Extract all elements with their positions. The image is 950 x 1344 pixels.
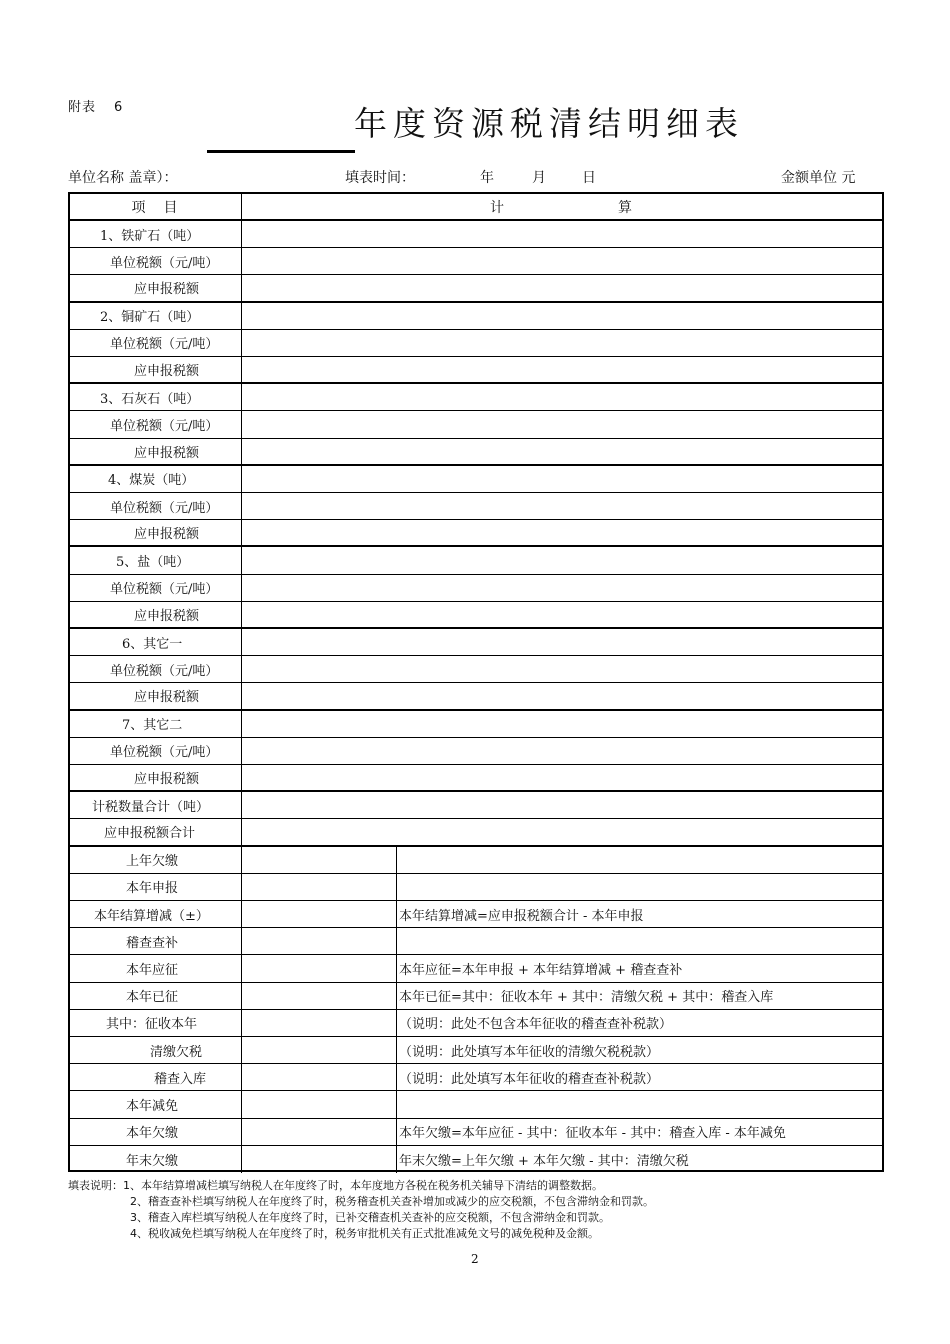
row-label: 本年申报 xyxy=(70,874,242,900)
table-row xyxy=(70,248,882,275)
calc-cell[interactable] xyxy=(242,575,882,601)
calc-cell[interactable] xyxy=(242,711,882,737)
calc-cell[interactable] xyxy=(242,466,882,492)
table-row xyxy=(70,520,882,547)
amount-cell[interactable] xyxy=(242,1091,397,1117)
calc-cell[interactable] xyxy=(242,493,882,519)
table-row xyxy=(70,765,882,792)
row-label: 单位税额（元/吨） xyxy=(70,493,242,519)
calc-cell[interactable] xyxy=(242,602,882,627)
amount-cell[interactable] xyxy=(242,847,397,873)
amount-cell[interactable] xyxy=(242,983,397,1009)
column-header-calc xyxy=(242,194,882,219)
page-number: 2 xyxy=(471,1252,479,1266)
table-row xyxy=(70,1146,882,1173)
table-row xyxy=(70,847,882,874)
formula-note xyxy=(397,1091,882,1117)
table-row xyxy=(70,1119,882,1146)
formula-note xyxy=(397,928,882,954)
column-header-calc-2: 算 xyxy=(618,199,632,216)
formula-note xyxy=(397,874,882,900)
row-label: 应申报税额 xyxy=(70,439,242,464)
attachment-tag xyxy=(68,96,123,115)
table-row xyxy=(70,357,882,384)
table-row xyxy=(70,819,882,846)
calc-cell[interactable] xyxy=(242,357,882,382)
attachment-label: 附表 xyxy=(68,100,97,115)
table-row xyxy=(70,330,882,357)
calc-cell[interactable] xyxy=(242,547,882,573)
calc-cell[interactable] xyxy=(242,520,882,545)
table-row xyxy=(70,275,882,302)
table-row xyxy=(70,629,882,656)
calc-cell[interactable] xyxy=(242,819,882,844)
day-label: 日 xyxy=(582,170,596,186)
calc-cell[interactable] xyxy=(242,248,882,274)
calc-cell[interactable] xyxy=(242,656,882,682)
formula-note: （说明：此处不包含本年征收的稽查查补税款） xyxy=(399,1017,673,1033)
row-label: 其中：征收本年 xyxy=(70,1010,242,1036)
table-header-row xyxy=(70,194,882,221)
attachment-number: 6 xyxy=(114,100,124,115)
amount-cell[interactable] xyxy=(242,874,397,900)
row-label: 单位税额（元/吨） xyxy=(70,330,242,356)
formula-note: 本年已征=其中：征收本年 + 其中：清缴欠税 + 其中：稽查入库 xyxy=(399,990,774,1006)
formula-note xyxy=(397,847,882,873)
calc-cell[interactable] xyxy=(242,330,882,356)
row-label: 单位税额（元/吨） xyxy=(70,575,242,601)
calc-cell[interactable] xyxy=(242,303,882,329)
row-label: 4、煤炭（吨） xyxy=(70,466,242,492)
amount-cell[interactable] xyxy=(242,1146,397,1173)
row-label: 本年欠缴 xyxy=(70,1119,242,1145)
table-row xyxy=(70,656,882,683)
row-label: 清缴欠税 xyxy=(70,1037,242,1063)
table-row xyxy=(70,303,882,330)
table-row xyxy=(70,575,882,602)
amount-cell[interactable] xyxy=(242,1010,397,1036)
calc-cell[interactable] xyxy=(242,765,882,790)
instruction-line-3: 3、稽查入库栏填写纳税人在年度终了时，已补交稽查机关查补的应交税额，不包含滞纳金和罚款。 xyxy=(130,1211,610,1224)
row-label: 应申报税额 xyxy=(70,357,242,382)
table-row xyxy=(70,221,882,248)
fill-time-label: 填表时间： xyxy=(345,170,415,186)
table-row xyxy=(70,711,882,738)
table-row xyxy=(70,792,882,819)
amount-cell[interactable] xyxy=(242,901,397,927)
row-label: 7、其它二 xyxy=(70,711,242,737)
calc-cell[interactable] xyxy=(242,221,882,247)
row-label: 计税数量合计（吨） xyxy=(70,792,242,818)
table-row xyxy=(70,683,882,710)
table-row xyxy=(70,874,882,901)
row-label: 单位税额（元/吨） xyxy=(70,248,242,274)
table-row xyxy=(70,955,882,982)
row-label: 年末欠缴 xyxy=(70,1146,242,1173)
amount-cell[interactable] xyxy=(242,928,397,954)
page-title: 年度资源税清结明细表 xyxy=(354,104,744,143)
table-row xyxy=(70,411,882,438)
calc-cell[interactable] xyxy=(242,411,882,437)
calc-cell[interactable] xyxy=(242,792,882,818)
month-label: 月 xyxy=(532,170,546,186)
formula-note: （说明：此处填写本年征收的清缴欠税税款） xyxy=(399,1044,660,1060)
row-label: 本年结算增减（±） xyxy=(70,901,242,927)
row-label: 2、铜矿石（吨） xyxy=(70,303,242,329)
row-label: 本年应征 xyxy=(70,955,242,981)
row-label: 应申报税额 xyxy=(70,683,242,708)
row-label: 稽查查补 xyxy=(70,928,242,954)
table-row xyxy=(70,1037,882,1064)
calc-cell[interactable] xyxy=(242,384,882,410)
amount-cell[interactable] xyxy=(242,1119,397,1145)
row-label: 应申报税额 xyxy=(70,275,242,300)
row-label: 应申报税额合计 xyxy=(70,819,242,844)
row-label: 上年欠缴 xyxy=(70,847,242,873)
instruction-line-1: 填表说明：1、本年结算增减栏填写纳税人在年度终了时，本年度地方各税在税务机关辅导下清结的调整数据。 xyxy=(68,1179,603,1192)
amount-cell[interactable] xyxy=(242,1064,397,1090)
formula-note: 年末欠缴=上年欠缴 + 本年欠缴 - 其中：清缴欠税 xyxy=(399,1153,689,1169)
unit-name-label: 单位名称 盖章）： xyxy=(68,170,178,186)
table-row xyxy=(70,928,882,955)
formula-note: 本年欠缴=本年应征 - 其中：征收本年 - 其中：稽查入库 - 本年减免 xyxy=(399,1126,786,1142)
table-row xyxy=(70,439,882,466)
calc-cell[interactable] xyxy=(242,738,882,764)
table-row xyxy=(70,602,882,629)
row-label: 单位税额（元/吨） xyxy=(70,656,242,682)
calc-cell[interactable] xyxy=(242,629,882,655)
fill-instructions xyxy=(68,1178,654,1242)
calc-cell[interactable] xyxy=(242,683,882,708)
table-row xyxy=(70,384,882,411)
calc-cell[interactable] xyxy=(242,275,882,300)
formula-note: （说明：此处填写本年征收的稽查查补税款） xyxy=(399,1071,660,1087)
table-row xyxy=(70,466,882,493)
tax-settlement-table xyxy=(68,192,884,1172)
amount-cell[interactable] xyxy=(242,1037,397,1063)
row-label: 3、石灰石（吨） xyxy=(70,384,242,410)
instruction-line-2: 2、稽查查补栏填写纳税人在年度终了时，税务稽查机关查补增加或减少的应交税额，不包含滞纳金和罚款。 xyxy=(130,1195,654,1208)
row-label: 6、其它一 xyxy=(70,629,242,655)
year-label: 年 xyxy=(480,170,494,186)
column-header-item: 项 目 xyxy=(70,194,242,219)
row-label: 稽查入库 xyxy=(70,1064,242,1090)
amount-unit-label: 金额单位 元 xyxy=(781,170,856,186)
row-label: 应申报税额 xyxy=(70,520,242,545)
table-row xyxy=(70,738,882,765)
formula-note: 本年应征=本年申报 + 本年结算增减 + 稽查查补 xyxy=(399,962,683,978)
row-label: 单位税额（元/吨） xyxy=(70,411,242,437)
table-row xyxy=(70,1064,882,1091)
row-label: 1、铁矿石（吨） xyxy=(70,221,242,247)
amount-cell[interactable] xyxy=(242,955,397,981)
row-label: 应申报税额 xyxy=(70,765,242,790)
column-header-calc-1: 计 xyxy=(490,199,504,216)
table-row xyxy=(70,901,882,928)
row-label: 单位税额（元/吨） xyxy=(70,738,242,764)
table-row xyxy=(70,493,882,520)
table-row xyxy=(70,1010,882,1037)
row-label: 5、盐（吨） xyxy=(70,547,242,573)
row-label: 本年已征 xyxy=(70,983,242,1009)
row-label: 本年减免 xyxy=(70,1091,242,1117)
table-row xyxy=(70,547,882,574)
instruction-line-4: 4、税收减免栏填写纳税人在年度终了时，税务审批机关有正式批准减免文号的减免税种及金额。 xyxy=(130,1227,599,1240)
formula-note: 本年结算增减=应申报税额合计 - 本年申报 xyxy=(399,908,644,924)
title-underline xyxy=(207,150,355,153)
calc-cell[interactable] xyxy=(242,439,882,464)
row-label: 应申报税额 xyxy=(70,602,242,627)
table-row xyxy=(70,1091,882,1118)
table-row xyxy=(70,983,882,1010)
